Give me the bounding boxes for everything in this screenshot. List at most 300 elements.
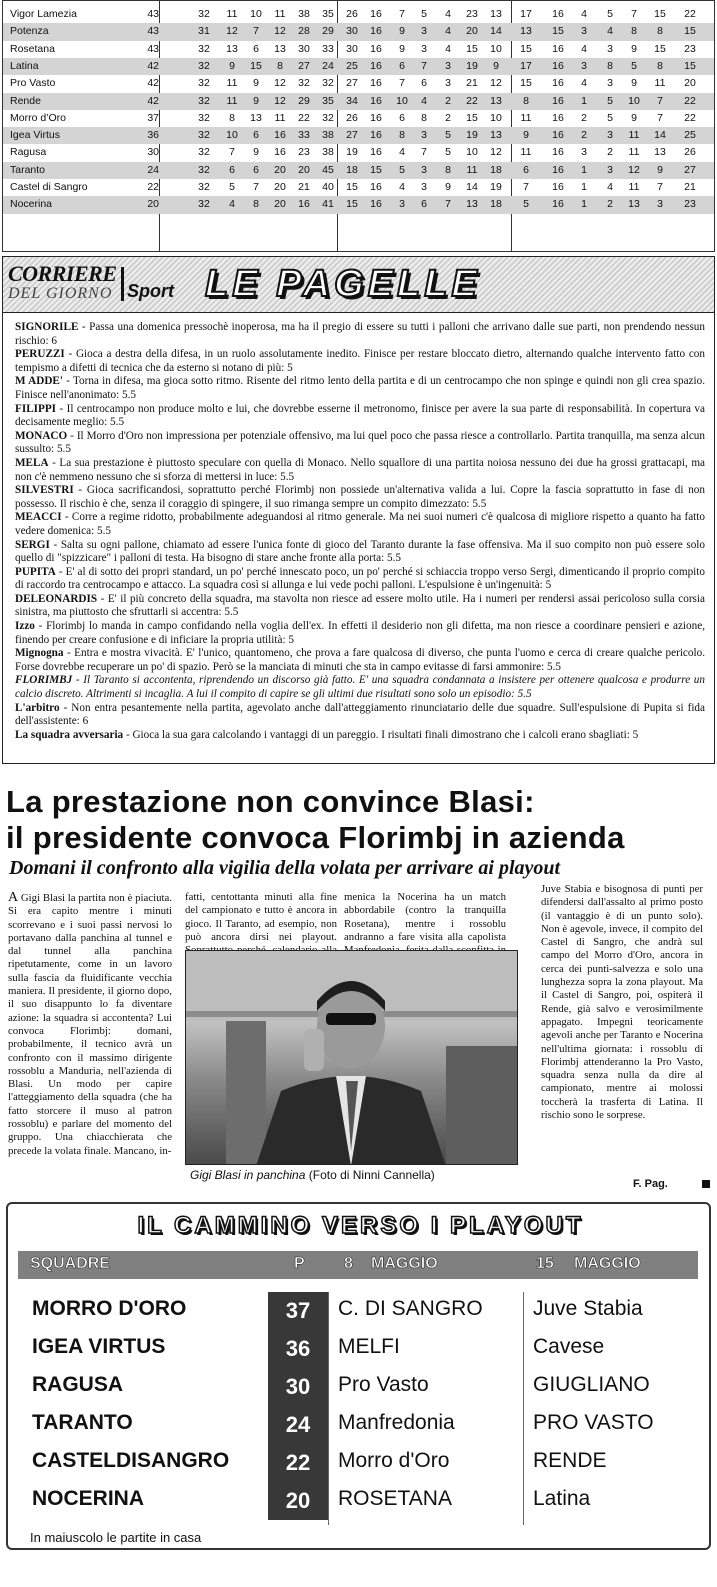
stat-cell: 18: [490, 163, 502, 176]
player-rating: [15, 457, 705, 484]
stat-cell: 5: [523, 198, 529, 211]
stat-cell: 14: [466, 181, 478, 193]
rating-text: - Gioca a destra della difesa, in un ruolo assolutamente inedito. Finisce per restare bloccato dietro, alternando qualche intervento fatto con tempismo a difetti di tecnica che da esterno si notano di più: 5: [15, 348, 705, 374]
stat-cell: 11: [274, 8, 286, 20]
stat-cell: 3: [445, 59, 451, 72]
stat-cell: 27: [346, 129, 358, 142]
stat-cell: 32: [198, 181, 210, 193]
playout-footnote: In maiuscolo le partite in casa: [30, 1530, 202, 1545]
team-name: Nocerina: [10, 198, 53, 211]
stat-cell: 16: [370, 181, 382, 193]
player-rating: [15, 702, 705, 729]
stat-cell: 9: [493, 59, 499, 72]
playout-points: 24: [268, 1406, 328, 1444]
stat-cell: 7: [445, 198, 451, 211]
stat-cell: 3: [607, 163, 613, 176]
stat-cell: 14: [654, 129, 666, 142]
stat-cell: 4: [445, 25, 451, 38]
stat-cell: 11: [520, 111, 532, 124]
stat-cell: 1: [581, 198, 587, 211]
stat-cell: 9: [399, 42, 405, 55]
player-name: DELEONARDIS: [15, 592, 98, 605]
stat-cell: 2: [581, 129, 587, 142]
header-day-15: 15: [536, 1255, 554, 1272]
stat-cell: 12: [274, 77, 286, 90]
points-cell: 43: [147, 8, 159, 20]
header-day-8: 8: [344, 1255, 353, 1272]
stat-cell: 29: [298, 94, 310, 107]
points-cell: 22: [147, 181, 159, 193]
stat-cell: 5: [445, 129, 451, 142]
standings-row: [3, 110, 714, 127]
stat-cell: 11: [226, 94, 238, 107]
stat-cell: 5: [607, 94, 613, 107]
stat-cell: 13: [226, 42, 238, 55]
player-rating: [15, 729, 705, 743]
stat-cell: 9: [657, 163, 663, 176]
stat-cell: 13: [274, 42, 286, 55]
player-rating: [15, 593, 705, 620]
stat-cell: 6: [523, 163, 529, 176]
playout-header-bar: [18, 1251, 698, 1279]
points-cell: 43: [147, 25, 159, 38]
stat-cell: 16: [552, 198, 564, 211]
stat-cell: 10: [490, 111, 502, 124]
stat-cell: 16: [552, 42, 564, 55]
article-column-4: Juve Stabia e bisognosa di punti per difendersi dall'assalto al primo posto (il vantaggio è di un punto solo). Non è agevole, invece, il compito del Castel di Sangro, che andrà sul campo del Morro d'Oro, ancora in cerca dei punti-salvezza e solo una lunghezza sopra la zona playout. Ma il Castel di Sangro, poi, ospiterà il Rende, già salvo e verosimilmente appagato. Impegni teoricamente agevoli anche per Taranto e Nocerina nell'ultima giornata: i rossoblu di Florimbj attenderanno la Pro Vasto, squadra senza nulla da dire al campionato, mentre ai molossi toccherà la trasferta di Latina. Il rischio sono le sorprese.: [541, 883, 703, 1122]
stat-cell: 9: [631, 77, 637, 90]
stat-cell: 15: [654, 42, 666, 55]
stat-cell: 15: [466, 111, 478, 124]
column-divider: [523, 1292, 524, 1525]
stat-cell: 13: [654, 146, 666, 159]
match-15-may: Cavese: [533, 1335, 605, 1358]
stat-cell: 16: [370, 198, 382, 211]
standings-row: [3, 41, 714, 58]
match-15-may: Latina: [533, 1487, 591, 1510]
stat-cell: 19: [490, 181, 502, 193]
points-cell: 42: [147, 94, 159, 107]
stat-cell: 16: [370, 111, 382, 124]
stat-cell: 22: [684, 111, 696, 124]
stat-cell: 32: [198, 198, 210, 211]
stat-cell: 16: [552, 77, 564, 90]
stat-cell: 15: [466, 42, 478, 55]
match-15-may: GIUGLIANO: [533, 1373, 650, 1396]
stat-cell: 10: [250, 8, 262, 20]
match-8-may: Morro d'Oro: [338, 1449, 450, 1472]
match-8-may: Pro Vasto: [338, 1373, 429, 1396]
stat-cell: 31: [198, 25, 210, 38]
stat-cell: 10: [226, 129, 238, 142]
player-name: FLORIMBJ: [15, 674, 73, 687]
sport-logo: Sport: [127, 281, 174, 301]
match-8-may: C. DI SANGRO: [338, 1297, 483, 1320]
playout-team: RAGUSA: [32, 1373, 124, 1396]
match-8-may: MELFI: [338, 1335, 400, 1358]
pagelle-box: [2, 256, 715, 764]
stat-cell: 9: [229, 59, 235, 72]
playout-row: [18, 1406, 698, 1444]
stat-cell: 4: [607, 181, 613, 193]
stat-cell: 10: [628, 94, 640, 107]
stat-cell: 4: [581, 42, 587, 55]
stat-cell: 20: [298, 163, 310, 176]
player-name: M ADDE': [15, 375, 63, 388]
standings-row: [3, 58, 714, 75]
stat-cell: 17: [520, 8, 532, 20]
stat-cell: 16: [552, 8, 564, 20]
rating-text: - Corre a regime ridotto, probabilmente adeguandosi al ritmo generale. Ma nei suoi numeri c'è qualcosa di migliore rispetto a quanto ha fatto vedere domenica: 5.5: [15, 511, 705, 537]
team-name: Morro d’Oro: [10, 111, 67, 124]
stat-cell: 14: [490, 25, 502, 38]
stat-cell: 11: [520, 146, 532, 159]
stat-cell: 8: [607, 59, 613, 72]
stat-cell: 3: [607, 129, 613, 142]
stat-cell: 6: [399, 59, 405, 72]
stat-cell: 13: [466, 198, 478, 211]
player-name: MONACO: [15, 429, 68, 442]
stat-cell: 3: [581, 59, 587, 72]
stat-cell: 11: [274, 111, 286, 124]
player-name: SIGNORILE: [15, 321, 79, 333]
rating-text: - Passa una domenica pressochè inoperosa, ma ha il pregio di essere su tutti i palloni che arrivano dalle sue parti, non prendendo nessun rischio: 6: [15, 321, 705, 347]
stat-cell: 22: [466, 94, 478, 107]
stat-cell: 16: [370, 129, 382, 142]
article-column-1: [8, 891, 172, 1158]
stat-cell: 41: [322, 198, 334, 211]
team-name: Taranto: [10, 163, 46, 176]
player-rating: [15, 375, 705, 402]
stat-cell: 30: [346, 42, 358, 55]
playout-points: 37: [268, 1292, 328, 1330]
stat-cell: 8: [229, 111, 235, 124]
stat-cell: 8: [445, 163, 451, 176]
rating-text: - E' al di sotto dei propri standard, un po' perché innescato poco, un po' perché si schiaccia troppo verso Sergi, dimenticando il proprio compito di raccordo tra centrocampo e attacco. La squadra così si allunga e lui vede pochi palloni. L'espulsione è un'ingenuità: 5: [15, 565, 705, 592]
player-name: Izzo: [15, 620, 35, 633]
photo-caption: [190, 1168, 435, 1182]
stat-cell: 5: [631, 59, 637, 72]
stat-cell: 15: [520, 77, 532, 90]
stat-cell: 15: [684, 25, 696, 38]
stat-cell: 9: [631, 111, 637, 124]
header-squadre: SQUADRE: [30, 1255, 111, 1272]
stat-cell: 16: [370, 42, 382, 55]
stat-cell: 3: [445, 77, 451, 90]
stat-cell: 18: [346, 163, 358, 176]
match-15-may: PRO VASTO: [533, 1411, 654, 1434]
stat-cell: 10: [490, 42, 502, 55]
stat-cell: 30: [298, 42, 310, 55]
stat-cell: 13: [628, 198, 640, 211]
stat-cell: 4: [581, 77, 587, 90]
author-signature: F. Pag.: [633, 1178, 668, 1190]
team-name: Rosetana: [10, 42, 55, 55]
rating-text: - Il Taranto si accontenta, riprendendo un discorso già fatto. E' una squadra condannata a insistere per ottenere qualcosa e produrre un calcio discreto. Altrimenti si incaglia. A lui il compito di capire se gli ultimi due risultati sono solo un episodio: 5.5: [15, 674, 705, 701]
stat-cell: 1: [581, 181, 587, 193]
headline-line-1: La prestazione non convince Blasi:: [6, 784, 535, 819]
stat-cell: 9: [523, 129, 529, 142]
player-rating: [15, 674, 705, 701]
stat-cell: 32: [198, 59, 210, 72]
stat-cell: 16: [552, 59, 564, 72]
stat-cell: 8: [657, 25, 663, 38]
player-name: L'arbitro: [15, 701, 60, 714]
points-cell: 24: [147, 163, 159, 176]
stat-cell: 20: [684, 77, 696, 90]
player-rating: [15, 566, 705, 593]
stat-cell: 7: [631, 8, 637, 20]
stat-cell: 6: [421, 77, 427, 90]
player-rating: [15, 539, 705, 566]
stat-cell: 11: [628, 181, 640, 193]
player-rating: [15, 484, 705, 511]
stat-cell: 7: [253, 25, 259, 38]
player-rating: [15, 321, 705, 348]
stat-cell: 27: [684, 163, 696, 176]
header-month-2: MAGGIO: [574, 1255, 641, 1272]
stat-cell: 11: [628, 129, 640, 142]
stat-cell: 15: [654, 8, 666, 20]
pagelle-header: [3, 257, 714, 313]
stat-cell: 8: [421, 111, 427, 124]
rating-text: - Salta su ogni pallone, chiamato ad essere l'unica fonte di gioco del Taranto durante la fase offensiva. Ma il suo compito non può essere solo quello di "spizzicare" i palloni di testa. Ha bisogno di stare anche fronte alla porta: 5.5: [15, 538, 705, 565]
player-rating: [15, 403, 705, 430]
stat-cell: 15: [552, 25, 564, 38]
stat-cell: 7: [421, 146, 427, 159]
stat-cell: 3: [421, 163, 427, 176]
stat-cell: 2: [607, 198, 613, 211]
stat-cell: 21: [298, 181, 310, 193]
stat-cell: 17: [520, 59, 532, 72]
stat-cell: 19: [346, 146, 358, 159]
stat-cell: 7: [421, 59, 427, 72]
stat-cell: 23: [684, 42, 696, 55]
player-rating: [15, 647, 705, 674]
stat-cell: 2: [445, 111, 451, 124]
stat-cell: 7: [657, 181, 663, 193]
stat-cell: 13: [490, 8, 502, 20]
stat-cell: 16: [370, 77, 382, 90]
player-name: MELA: [15, 456, 49, 469]
standings-row: [3, 127, 714, 144]
stat-cell: 32: [198, 94, 210, 107]
stat-cell: 23: [684, 198, 696, 211]
stat-cell: 7: [229, 146, 235, 159]
stat-cell: 2: [607, 146, 613, 159]
stat-cell: 35: [322, 94, 334, 107]
stat-cell: 30: [346, 25, 358, 38]
stat-cell: 3: [607, 42, 613, 55]
stat-cell: 8: [399, 129, 405, 142]
points-cell: 37: [147, 111, 159, 124]
playout-row: [18, 1368, 698, 1406]
stat-cell: 3: [581, 146, 587, 159]
stat-cell: 16: [370, 94, 382, 107]
stat-cell: 12: [274, 25, 286, 38]
logo-divider: [121, 267, 124, 301]
stat-cell: 45: [322, 163, 334, 176]
player-name: La squadra avversaria: [15, 728, 124, 741]
stat-cell: 23: [466, 8, 478, 20]
stat-cell: 5: [421, 8, 427, 20]
player-name: PERUZZI: [15, 348, 65, 361]
stat-cell: 26: [684, 146, 696, 159]
stat-cell: 11: [226, 77, 238, 90]
stat-cell: 12: [490, 77, 502, 90]
article-column-2: fatti, centottanta minuti alla fine del campionato e tutto è ancora in gioco. Il Taranto, ad esempio, non può ancora dirsi nei playout.: [185, 891, 337, 943]
playout-box: [6, 1202, 711, 1550]
stat-cell: 7: [399, 8, 405, 20]
team-name: Vigor Lamezia: [10, 8, 77, 20]
photo-gigi-blasi: [185, 950, 518, 1165]
stat-cell: 6: [229, 163, 235, 176]
playout-points: 20: [268, 1482, 328, 1520]
team-name: Pro Vasto: [10, 77, 56, 90]
stat-cell: 26: [346, 8, 358, 20]
stat-cell: 5: [607, 8, 613, 20]
standings-table: [2, 0, 715, 252]
stat-cell: 7: [657, 94, 663, 107]
stat-cell: 25: [346, 59, 358, 72]
caption-italic: Gigi Blasi in panchina: [190, 1168, 306, 1182]
stat-cell: 9: [445, 181, 451, 193]
header-points: P: [294, 1255, 305, 1272]
stat-cell: 4: [421, 94, 427, 107]
stat-cell: 20: [274, 181, 286, 193]
stat-cell: 16: [552, 163, 564, 176]
player-rating: [15, 511, 705, 538]
stat-cell: 16: [552, 146, 564, 159]
stat-cell: 3: [581, 25, 587, 38]
stat-cell: 8: [523, 94, 529, 107]
stat-cell: 32: [198, 129, 210, 142]
player-rating: [15, 620, 705, 647]
stat-cell: 11: [628, 146, 640, 159]
stat-cell: 15: [346, 181, 358, 193]
standings-row: [3, 93, 714, 110]
playout-points: 22: [268, 1444, 328, 1482]
rating-text: - La sua prestazione è piuttosto speculare con quella di Monaco. Nello squallore di una partita noiosa nessuno dei due ha grossi grattacapi, ma non c'è nemmeno nessuno che si sforza di mettersi in luce: 5.5: [15, 456, 705, 483]
stat-cell: 15: [370, 163, 382, 176]
standings-row: [3, 162, 714, 179]
player-name: SILVESTRI: [15, 484, 74, 497]
stat-cell: 32: [322, 77, 334, 90]
stat-cell: 23: [298, 146, 310, 159]
stat-cell: 3: [421, 129, 427, 142]
stat-cell: 2: [581, 111, 587, 124]
end-square-icon: [702, 1180, 710, 1188]
stat-cell: 6: [253, 129, 259, 142]
team-name: Ragusa: [10, 146, 47, 159]
stat-cell: 9: [399, 25, 405, 38]
stat-cell: 5: [399, 163, 405, 176]
stat-cell: 21: [466, 77, 478, 90]
stat-cell: 16: [298, 198, 310, 211]
stat-cell: 7: [253, 181, 259, 193]
stat-cell: 13: [520, 25, 532, 38]
stat-cell: 32: [322, 111, 334, 124]
standings-row: [3, 23, 714, 40]
playout-points: 36: [268, 1330, 328, 1368]
stat-cell: 3: [399, 198, 405, 211]
playout-row: [18, 1482, 698, 1520]
stat-cell: 32: [198, 163, 210, 176]
stat-cell: 15: [684, 59, 696, 72]
stat-cell: 5: [229, 181, 235, 193]
player-name: SERGI: [15, 538, 50, 551]
stat-cell: 16: [552, 181, 564, 193]
stat-cell: 9: [253, 146, 259, 159]
rating-text: - Il centrocampo non produce molto e lui, che dovrebbe esserne il metronomo, finisce per avere la sua parte di responsabilità. In copertura va decisamente meglio: 5.5: [15, 402, 705, 429]
stat-cell: 5: [445, 146, 451, 159]
rating-text: - Non entra pesantemente nella partita, agevolato anche dall'atteggiamento rinunciatario delle due squadre. Sull'espulsione di Pupita si fida dell'assistente: 6: [15, 701, 705, 728]
stat-cell: 32: [198, 146, 210, 159]
team-name: Potenza: [10, 25, 49, 38]
pagelle-body: [15, 321, 705, 742]
standings-row: [3, 196, 714, 213]
playout-row: [18, 1444, 698, 1482]
standings-row: [3, 179, 714, 196]
points-cell: 30: [147, 146, 159, 159]
rating-text: - Florimbj lo manda in campo confidando nella voglia dell'ex. In effetti il desiderio non gli difetta, ma non riesce a coordinare pensieri e azione, finendo per creare confusione e di inficiare la propria utilità: 5: [15, 620, 705, 646]
stat-cell: 12: [274, 94, 286, 107]
stat-cell: 11: [466, 163, 478, 176]
caption-credit: (Foto di Ninni Cannella): [305, 1168, 435, 1182]
stat-cell: 22: [684, 8, 696, 20]
stat-cell: 18: [490, 198, 502, 211]
stat-cell: 38: [322, 146, 334, 159]
stat-cell: 6: [399, 111, 405, 124]
playout-team: NOCERINA: [32, 1487, 145, 1510]
stat-cell: 4: [445, 8, 451, 20]
drop-cap: A: [8, 890, 19, 905]
stat-cell: 21: [684, 181, 696, 193]
team-name: Latina: [10, 59, 39, 72]
stat-cell: 27: [346, 77, 358, 90]
stat-cell: 11: [654, 77, 666, 90]
stat-cell: 2: [445, 94, 451, 107]
stat-cell: 3: [607, 77, 613, 90]
stat-cell: 11: [226, 8, 238, 20]
stat-cell: 16: [370, 8, 382, 20]
stat-cell: 38: [322, 129, 334, 142]
stat-cell: 6: [421, 198, 427, 211]
playout-row: [18, 1330, 698, 1368]
stat-cell: 9: [631, 42, 637, 55]
stat-cell: 4: [229, 198, 235, 211]
points-cell: 36: [147, 129, 159, 142]
rating-text: - Gioca la sua gara calcolando i vantaggi di un pareggio. I risultati finali dimostrano che i calcoli erano sbagliati: 5: [123, 728, 639, 741]
playout-team: CASTELDISANGRO: [32, 1449, 230, 1472]
stat-cell: 32: [198, 111, 210, 124]
stat-cell: 13: [490, 129, 502, 142]
stat-cell: 7: [657, 111, 663, 124]
stat-cell: 15: [520, 42, 532, 55]
stat-cell: 25: [684, 129, 696, 142]
rating-text: - Entra e mostra vivacità. E' l'unico, quantomeno, che prova a fare qualcosa di diverso, che punta l'uomo e cerca di creare qualche pericolo. Forse dovrebbe recuperare un po' di spazio. Però se la manciata di minuti che sta in campo evitasse di farsi ammonire: 5.5: [15, 647, 705, 673]
stat-cell: 40: [322, 181, 334, 193]
stat-cell: 3: [421, 181, 427, 193]
column-1-text: Gigi Blasi la partita non è piaciuta. Si era capito mentre i minuti scorrevano e i suoi passi nervosi lo portavano dalla panchina al tunnel e dal tunnel alla panchina ripetutamente, come in un lavoro sulla fascia da fluidificante vecchia maniera. Il presidente, il giorno dopo, il suo disappunto lo fa diventare azione: la squadra si accontenta? Lui convoca Florimbj: domani, probabilmente, il tecnico avrà un confronto con il massimo dirigente rossoblu a Manduria, nell'azienda di Blasi. Un modo per capire l'atteggiamento della squadra (che ha fatto storcere il muso al patron rossoblu) e parlare del momento del gruppo. Una chiacchierata che precede la volata finale. Mancano, in-: [8, 892, 172, 1157]
stat-cell: 19: [466, 129, 478, 142]
headline-line-2: il presidente convoca Florimbj in azienda: [6, 820, 625, 855]
stat-cell: 27: [298, 59, 310, 72]
stat-cell: 28: [298, 25, 310, 38]
column-divider: [328, 1292, 329, 1525]
stat-cell: 32: [298, 77, 310, 90]
rating-text: - Torna in difesa, ma gioca sotto ritmo. Risente del ritmo lento della partita e di un centrocampo che non spinge e quindi non gli crea spazio. Finisce nell'anonimato: 5.5: [15, 375, 705, 401]
